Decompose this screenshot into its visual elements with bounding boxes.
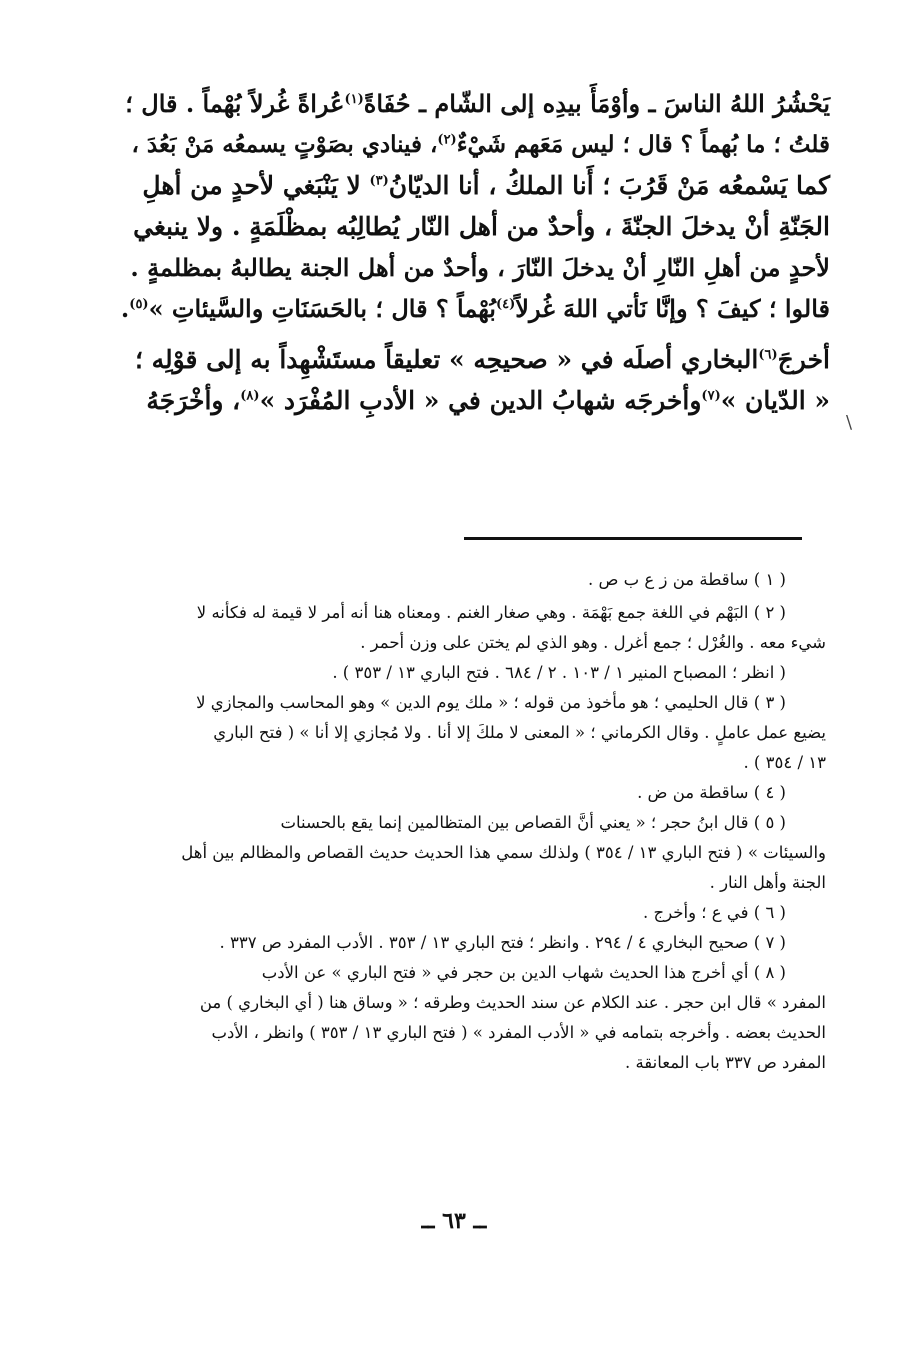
- footnote-8-cont-1: المفرد » قال ابن حجر . عند الكلام عن سند الحديث وطرقه ؛ « وساق هنا ( أي البخاري ) من: [199, 993, 826, 1012]
- footnote-8: ( ٨ ) أي أخرج هذا الحديث شهاب الدين بن حجر في « فتح الباري » عن الأدب: [261, 963, 786, 982]
- footnote-2: ( ٢ ) البَهْم في اللغة جمع بَهْمَة . وهي صغار الغنم . ومعناه هنا أنه أمر لا قيمة له فكأنه لا: [196, 603, 786, 622]
- footnote-ref-8[interactable]: (٨): [240, 388, 260, 404]
- footnote-ref-1[interactable]: (١): [344, 92, 364, 107]
- footnote-ref-5[interactable]: (٥): [129, 297, 149, 312]
- footnote-ref-4[interactable]: (٤): [495, 297, 516, 312]
- footnote-3-cont: يضيع عمل عاملٍ . وقال الكرماني ؛ « المعنى لا ملكَ إلا أنا . ولا مُجازي إلا أنا » ( فتح الباري: [213, 723, 826, 742]
- main-line-3: كما يَسْمعُه مَنْ قَرُبَ ؛ أَنا الملكُ ، أنا الديّانُ$^{(٣)}$ لا يَنْبَغي لأحدٍ من أهلِ: [142, 171, 830, 200]
- footnote-7: ( ٧ ) صحيح البخاري ٤ / ٢٩٤ . وانظر ؛ فتح الباري ١٣ / ٣٥٣ . الأدب المفرد ص ٣٣٧ .: [219, 933, 786, 952]
- footnote-5-cont: والسيئات » ( فتح الباري ١٣ / ٣٥٤ ) ولذلك سمي هذا الحديث حديث القصاص والمظالم بين أهل: [181, 843, 826, 862]
- footnote-6: ( ٦ ) في ع ؛ وأخرج .: [643, 903, 786, 922]
- main-line-5: لأحدٍ من أهلِ النّارِ أنْ يدخلَ النّارَ ، وأحدٌ من أهل الجنة يطالبهُ بمظلمةٍ .: [130, 253, 830, 282]
- footnote-3-end: ١٣ / ٣٥٤ ) .: [743, 753, 826, 772]
- main-text-body: [118, 84, 830, 422]
- page-number: ــ ٦٣ ــ: [421, 1208, 487, 1234]
- footnote-ref-3[interactable]: (٣): [369, 173, 389, 189]
- footnote-8-end: المفرد ص ٣٣٧ باب المعانقة .: [624, 1053, 826, 1072]
- footnote-ref-7[interactable]: (٧): [701, 388, 721, 404]
- footnote-ref-6[interactable]: (٦): [758, 347, 778, 363]
- footnote-5: ( ٥ ) قال ابنُ حجر ؛ « يعني أنَّ القصاص بين المتظالمين إنما يقع بالحسنات: [280, 813, 786, 832]
- footnotes-section: [118, 566, 826, 1079]
- footnote-4: ( ٤ ) ساقطة من ض .: [637, 783, 786, 802]
- footnote-2-ref: ( انظر ؛ المصباح المنير ١ / ١٠٣ . ٢ / ٦٨٤ . فتح الباري ١٣ / ٣٥٣ ) .: [332, 663, 786, 682]
- footnote-8-cont-2: الحديث بعضه . وأخرجه بتمامه في « الأدب المفرد » ( فتح الباري ١٣ / ٣٥٣ ) وانظر ، الأدب: [211, 1023, 826, 1042]
- main-line-7: أخرجَ$^{(٦)}$البخاري أصلَه في « صحيحِه » تعليقاً مستَشْهِداً به إلى قوْلِه ؛: [134, 345, 830, 374]
- main-line-1: يَحْشُرُ اللهُ الناسَ ـ وأوْمَأَ بيدِه إلى الشّام ـ حُفَاةً$^{(١)}$عُراةً غُرلاً بُهْماً . قال ؛: [125, 89, 830, 118]
- footnote-5-end: الجنة وأهل النار .: [709, 873, 826, 892]
- margin-mark: \: [846, 412, 853, 433]
- main-line-6: قالوا ؛ كيفَ ؟ وإنَّا نَأتي اللهَ غُرلاً$^{(٤)}$بُهْماً ؟ قال ؛ بالحَسَنَاتِ والسَّيئاتِ »$^{(٥)}$.: [120, 294, 830, 323]
- footnote-3: ( ٣ ) قال الحليمي ؛ هو مأخوذ من قوله ؛ « ملك يوم الدين » وهو المحاسب والمجازي لا: [196, 693, 786, 712]
- main-line-4: الجَنّةِ أنْ يدخلَ الجنّةَ ، وأحدٌ من أهل النّار يُطالِبُه بمظْلَمَةٍ . ولا ينبغي: [133, 212, 830, 241]
- footnote-ref-2[interactable]: (٢): [437, 132, 457, 148]
- main-line-8: « الدّيان »$^{(٧)}$وأخرجَه شهابُ الدين في « الأدبِ المُفْرَد »$^{(٨)}$، وأخْرَجَهُ: [146, 386, 830, 415]
- footnote-separator: [464, 537, 802, 540]
- footnote-2-cont: شيء معه . والغُرْل ؛ جمع أغرل . وهو الذي لم يختن على وزن أحمر .: [360, 633, 826, 652]
- main-line-2: قلتُ ؛ ما بُهماً ؟ قال ؛ ليس مَعَهم شَيْءٌ$^{(٢)}$، فينادي بصَوْتٍ يسمعُه مَنْ بَعُدَ ،: [131, 131, 830, 158]
- footnote-1: ( ١ ) ساقطة من ز ع ب ص .: [587, 570, 786, 589]
